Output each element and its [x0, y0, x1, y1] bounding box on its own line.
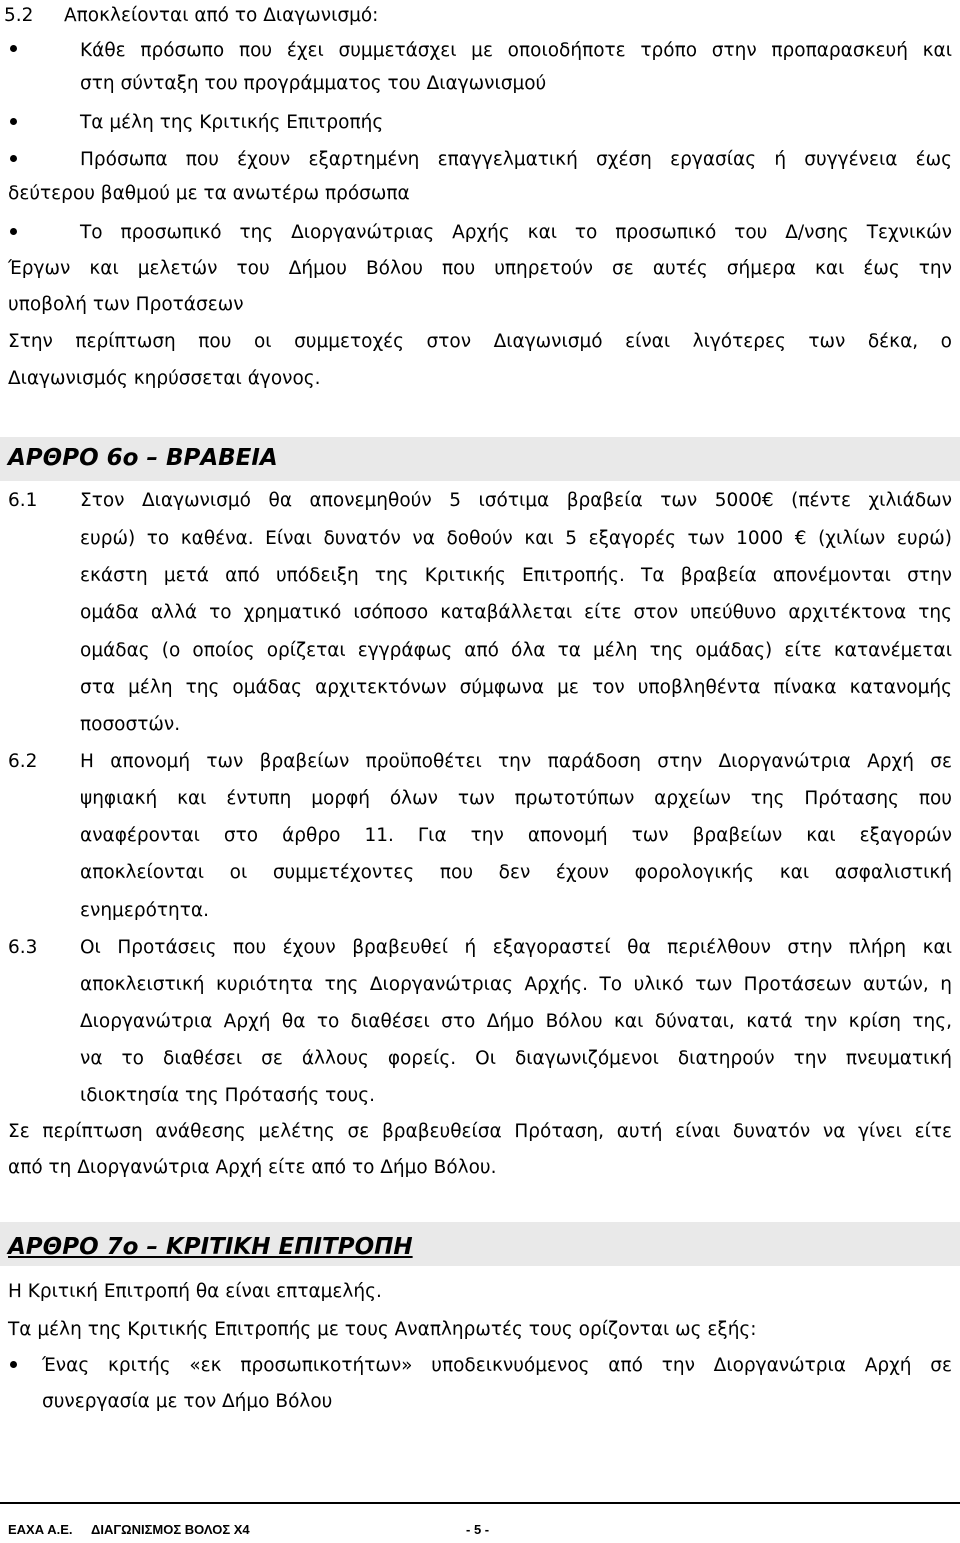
- list-item-line: συνεργασία με τον Δήμο Βόλου: [42, 1391, 333, 1412]
- clause-line: ψηφιακή και έντυπη μορφή όλων των πρωτοτύπων αρχείων της Πρότασης που: [80, 788, 952, 809]
- bullet-icon: [10, 228, 17, 235]
- clause-line: ομάδα αλλά το χρηματικό ισόποσο καταβάλλεται είτε στον υπεύθυνο αρχιτέκτονα της: [80, 602, 952, 623]
- list-item-line: Τα μέλη της Κριτικής Επιτροπής: [80, 112, 384, 133]
- clause-line: να το διαθέσει σε άλλους φορείς. Οι διαγωνιζόμενοι διατηρούν την πνευματική: [80, 1048, 952, 1069]
- bullet-icon: [10, 118, 17, 125]
- list-item-line: στη σύνταξη του προγράμματος του Διαγωνισμού: [80, 73, 547, 94]
- clause-line: ευρώ) το καθένα. Είναι δυνατόν να δοθούν και 5 εξαγορές των 1000 € (χιλίων ευρώ): [80, 528, 952, 549]
- clause-line: Οι Προτάσεις που έχουν βραβευθεί ή εξαγοραστεί θα περιέλθουν στην πλήρη και: [80, 937, 952, 958]
- page-number: - 5 -: [466, 1522, 490, 1537]
- bullet-icon: [10, 45, 17, 52]
- paragraph-line: Η Κριτική Επιτροπή θα είναι επταμελής.: [8, 1281, 382, 1302]
- list-item-line: Ένας κριτής «εκ προσωπικοτήτων» υποδεικνυόμενος από την Διοργανώτρια Αρχή σε: [42, 1355, 952, 1376]
- clause-number: 6.1: [8, 490, 38, 511]
- list-item-line: δεύτερου βαθμού με τα ανωτέρω πρόσωπα: [8, 183, 410, 204]
- clause-line: Η απονομή των βραβείων προϋποθέτει την παράδοση στην Διοργανώτρια Αρχή σε: [80, 751, 952, 772]
- article-heading: ΑΡΘΡΟ 7ο – ΚΡΙΤΙΚΗ ΕΠΙΤΡΟΠΗ: [8, 1234, 413, 1260]
- clause-line: ενημερότητα.: [80, 900, 209, 921]
- list-item-line: Κάθε πρόσωπο που έχει συμμετάσχει με οποιοδήποτε τρόπο στην προπαρασκευή και: [80, 40, 952, 61]
- section-number: 5.2: [4, 5, 34, 26]
- clause-line: ποσοστών.: [80, 714, 181, 735]
- clause-line: Στον Διαγωνισμό θα απονεμηθούν 5 ισότιμα βραβεία των 5000€ (πέντε χιλιάδων: [80, 490, 952, 511]
- footer-company: ΕΑΧΑ Α.Ε.: [8, 1522, 73, 1537]
- section-title: Αποκλείονται από το Διαγωνισμό:: [64, 5, 379, 26]
- clause-line: ομάδας (ο οποίος ορίζεται εγγράφως από όλα τα μέλη της ομάδας) είτε κατανέμεται: [80, 640, 952, 661]
- clause-number: 6.2: [8, 751, 38, 772]
- clause-line: στα μέλη της ομάδας αρχιτεκτόνων σύμφωνα με τον υποβληθέντα πίνακα κατανομής: [80, 677, 952, 698]
- clause-line: αποκλείονται οι συμμετέχοντες που δεν έχουν φορολογικής και ασφαλιστική: [80, 862, 952, 883]
- list-item-line: Έργων και μελετών του Δήμου Βόλου που υπηρετούν σε αυτές σήμερα και έως την: [8, 258, 952, 279]
- footer-title: ΔΙΑΓΩΝΙΣΜΟΣ ΒΟΛΟΣ Χ4: [91, 1522, 250, 1537]
- paragraph-line: Στην περίπτωση που οι συμμετοχές στον Διαγωνισμό είναι λιγότερες των δέκα, ο: [8, 331, 952, 352]
- clause-line: αναφέρονται στο άρθρο 11. Για την απονομή των βραβείων και εξαγορών: [80, 825, 952, 846]
- paragraph-line: Σε περίπτωση ανάθεσης μελέτης σε βραβευθείσα Πρόταση, αυτή είναι δυνατόν να γίνει είτε: [8, 1121, 952, 1142]
- bullet-icon: [10, 1361, 17, 1368]
- clause-line: αποκλειστική κυριότητα της Διοργανώτριας Αρχής. Το υλικό των Προτάσεων αυτών, η: [80, 974, 952, 995]
- list-item-line: υποβολή των Προτάσεων: [8, 294, 244, 315]
- footer-divider: [0, 1502, 960, 1504]
- paragraph-line: Τα μέλη της Κριτικής Επιτροπής με τους Αναπληρωτές τους ορίζονται ως εξής:: [8, 1319, 757, 1340]
- paragraph-line: από τη Διοργανώτρια Αρχή είτε από το Δήμο Βόλου.: [8, 1157, 497, 1178]
- list-item-line: Πρόσωπα που έχουν εξαρτημένη επαγγελματική σχέση εργασίας ή συγγένεια έως: [80, 149, 952, 170]
- clause-line: Διοργανώτρια Αρχή θα το διαθέσει στο Δήμο Βόλου και δύναται, κατά την κρίση της,: [80, 1011, 952, 1032]
- article-heading: ΑΡΘΡΟ 6ο – ΒΡΑΒΕΙΑ: [8, 445, 278, 471]
- bullet-icon: [10, 155, 17, 162]
- list-item-line: Το προσωπικό της Διοργανώτριας Αρχής και το προσωπικό του Δ/νσης Τεχνικών: [80, 222, 952, 243]
- paragraph-line: Διαγωνισμός κηρύσσεται άγονος.: [8, 368, 321, 389]
- clause-number: 6.3: [8, 937, 38, 958]
- clause-line: ιδιοκτησία της Πρότασής τους.: [80, 1085, 375, 1106]
- clause-line: εκάστη μετά από υπόδειξη της Κριτικής Επιτροπής. Τα βραβεία απονέμονται στην: [80, 565, 952, 586]
